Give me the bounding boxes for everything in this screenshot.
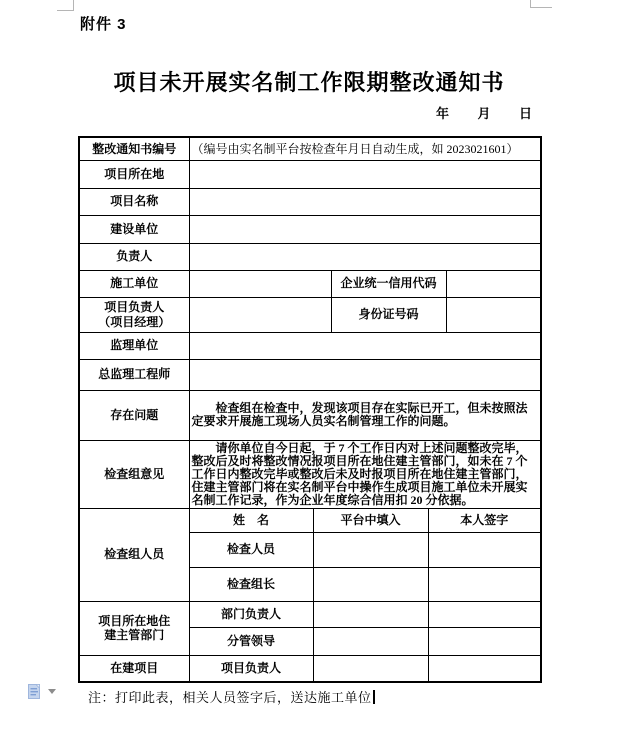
- table-row: [79, 215, 541, 243]
- header-name: 姓 名: [189, 508, 313, 532]
- table-row: [79, 508, 541, 532]
- table-row: [79, 332, 541, 359]
- table-row: [79, 297, 541, 332]
- opinion-text: 请你单位自今日起，于 7 个工作日内对上述问题整改完毕，整改后及时将整改情况报项目所在地住建主管部门，如未在 7 个工作日内整改完毕或整改后未及时报项目所在地住建主管部门，住建主管部门将在实名制平台中操作生成项目施工单位未开展实名制工作记录，作为企业年度综合信用扣 20 分依据。: [191, 440, 528, 507]
- table-row: [79, 137, 541, 160]
- id-number-label: 身份证号码: [331, 297, 446, 332]
- problems-text-cell: [189, 390, 541, 440]
- in-progress-signature-input-cell[interactable]: [428, 655, 541, 682]
- chief-supervisor-input-cell[interactable]: [189, 359, 541, 390]
- supervision-unit-input-cell[interactable]: [189, 332, 541, 359]
- table-row: [79, 601, 541, 627]
- build-unit-input-cell[interactable]: [189, 215, 541, 243]
- inspector-row-label: 检查人员: [189, 532, 313, 567]
- page-title: 项目未开展实名制工作限期整改通知书: [113, 70, 505, 95]
- paste-options-icon: [26, 683, 43, 700]
- table-row: [79, 270, 541, 297]
- table-row: [79, 160, 541, 188]
- authority-label-line2: 建主管部门: [104, 628, 165, 642]
- chief-supervisor-label: 总监理工程师: [79, 359, 189, 390]
- in-progress-row-label: 项目负责人: [189, 655, 313, 682]
- inspector-platform-input-cell[interactable]: [313, 532, 428, 567]
- notice-no-label: 整改通知书编号: [79, 137, 189, 160]
- header-signature: 本人签字: [428, 508, 541, 532]
- table-row: [79, 390, 541, 440]
- leader-platform-input-cell[interactable]: [313, 627, 428, 655]
- table-row: [79, 243, 541, 270]
- table-row: [79, 188, 541, 215]
- dropdown-arrow-icon: [48, 689, 56, 694]
- inspector-leader-row-label: 检查组长: [189, 567, 313, 601]
- opinion-text-cell: [189, 440, 541, 508]
- build-unit-label: 建设单位: [79, 215, 189, 243]
- opinion-label: 检查组意见: [79, 440, 189, 508]
- date-day-label: 日: [518, 106, 532, 121]
- problems-text: 检查组在检查中，发现该项目存在实际已开工，但未按照法定要求开展施工现场人员实名制管理工作的问题。: [191, 401, 528, 428]
- project-name-input-cell[interactable]: [189, 188, 541, 215]
- date-line: [436, 103, 532, 122]
- inspector-leader-platform-input-cell[interactable]: [313, 567, 428, 601]
- contractor-label: 施工单位: [79, 270, 189, 297]
- inspectors-section-label: 检查组人员: [79, 508, 189, 601]
- location-input-cell[interactable]: [189, 160, 541, 188]
- text-caret: [373, 690, 375, 704]
- supervision-unit-label: 监理单位: [79, 332, 189, 359]
- leader-row-label: 分管领导: [189, 627, 313, 655]
- credit-code-label: 企业统一信用代码: [331, 270, 446, 297]
- footer-note-text: 注：打印此表，相关人员签字后，送达施工单位: [88, 690, 372, 705]
- margin-crop-mark-left: [57, 0, 74, 11]
- location-label: 项目所在地: [79, 160, 189, 188]
- principal-label: 负责人: [79, 243, 189, 270]
- notice-no-value[interactable]: （编号由实名制平台按检查年月日自动生成，如 2023021601）: [189, 137, 541, 160]
- inspector-signature-input-cell[interactable]: [428, 532, 541, 567]
- leader-signature-input-cell[interactable]: [428, 627, 541, 655]
- notice-form-table: [78, 136, 542, 683]
- authority-section-label: [79, 601, 189, 655]
- id-number-input-cell[interactable]: [446, 297, 541, 332]
- project-manager-label-line1: 项目负责人: [104, 300, 165, 315]
- problems-label: 存在问题: [79, 390, 189, 440]
- inspector-leader-signature-input-cell[interactable]: [428, 567, 541, 601]
- footer-note: [88, 687, 375, 706]
- credit-code-input-cell[interactable]: [446, 270, 541, 297]
- authority-label-line1: 项目所在地住: [98, 613, 171, 628]
- project-manager-label: [79, 297, 189, 332]
- attachment-label: 附件 3: [80, 16, 127, 33]
- dept-head-row-label: 部门负责人: [189, 601, 313, 627]
- paste-options-button[interactable]: [26, 683, 56, 700]
- project-manager-label-line2: （项目经理）: [98, 314, 171, 329]
- table-row: [79, 359, 541, 390]
- table-row: [79, 655, 541, 682]
- in-progress-label: 在建项目: [79, 655, 189, 682]
- contractor-input-cell[interactable]: [189, 270, 331, 297]
- margin-crop-mark-right: [530, 0, 552, 8]
- header-platform: 平台中填入: [313, 508, 428, 532]
- dept-head-signature-input-cell[interactable]: [428, 601, 541, 627]
- project-name-label: 项目名称: [79, 188, 189, 215]
- in-progress-platform-input-cell[interactable]: [313, 655, 428, 682]
- date-year-label: 年: [436, 106, 450, 121]
- dept-head-platform-input-cell[interactable]: [313, 601, 428, 627]
- project-manager-input-cell[interactable]: [189, 297, 331, 332]
- table-row: [79, 440, 541, 508]
- date-month-label: 月: [477, 106, 491, 121]
- principal-input-cell[interactable]: [189, 243, 541, 270]
